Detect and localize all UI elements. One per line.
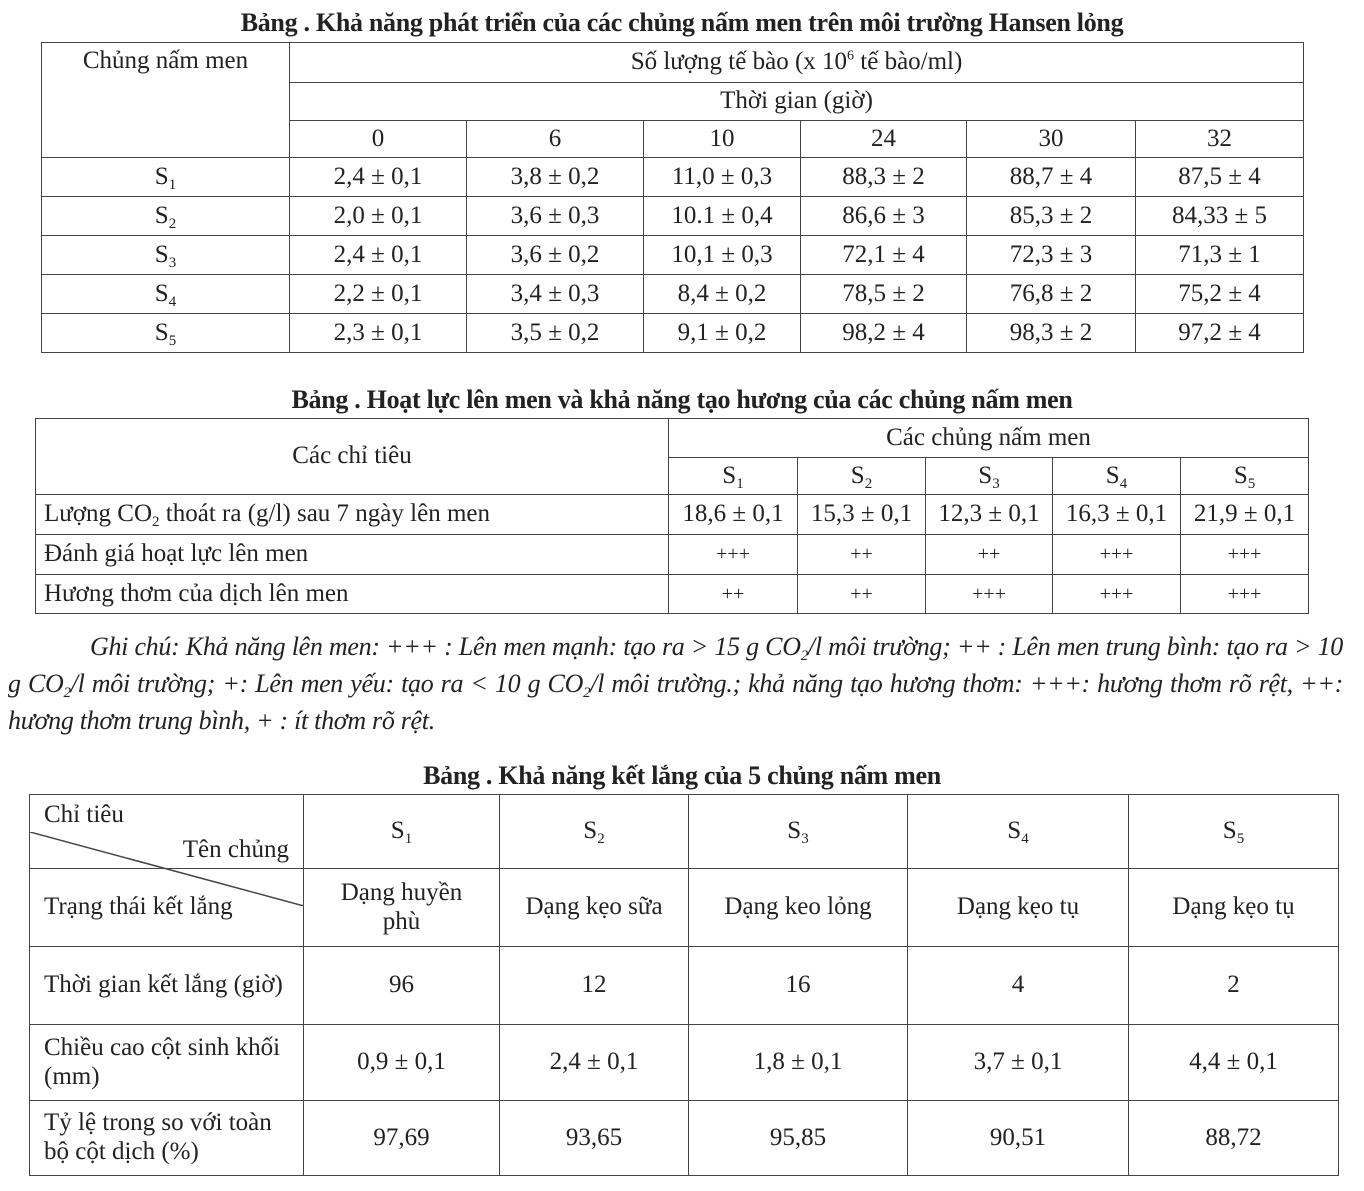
aroma-value: +++ xyxy=(926,575,1053,614)
table-row xyxy=(42,314,1304,353)
cell-count-value: 2,0 ± 0,1 xyxy=(290,197,467,236)
header-cell-count: Số lượng tế bào (x $10^6$ tế bào/ml) xyxy=(290,43,1304,83)
cell-count-value: 71,3 ± 1 xyxy=(1136,236,1304,275)
table-row xyxy=(42,236,1304,275)
sediment-value: 90,51 xyxy=(908,1101,1129,1176)
fermentation-table xyxy=(35,418,1309,614)
header-strain: Chủng nấm men xyxy=(42,43,290,158)
time-header: 24 xyxy=(801,121,967,158)
strain-label: $S_4$ xyxy=(42,275,290,314)
sediment-value: 4 xyxy=(908,947,1129,1025)
activity-value: +++ xyxy=(1181,535,1309,575)
sediment-value: 93,65 xyxy=(500,1101,689,1176)
sediment-value: 1,8 ± 0,1 xyxy=(689,1025,908,1101)
aroma-value: +++ xyxy=(1181,575,1309,614)
strain-header: $S_1$ xyxy=(304,795,500,869)
cell-count-value: 9,1 ± 0,2 xyxy=(644,314,801,353)
cell-count-value: 2,4 ± 0,1 xyxy=(290,158,467,197)
time-header: 30 xyxy=(967,121,1136,158)
cell-count-value: 2,4 ± 0,1 xyxy=(290,236,467,275)
strain-label: $S_5$ xyxy=(42,314,290,353)
aroma-value: ++ xyxy=(798,575,926,614)
sediment-value: Dạng kẹo tụ xyxy=(908,869,1129,947)
sediment-value: 4,4 ± 0,1 xyxy=(1129,1025,1339,1101)
table-row xyxy=(30,1101,1339,1176)
cell-count-value: 76,8 ± 2 xyxy=(967,275,1136,314)
time-header: 10 xyxy=(644,121,801,158)
row-label-activity: Đánh giá hoạt lực lên men xyxy=(36,535,669,575)
sediment-value: Dạng huyền phù xyxy=(304,869,500,947)
table-row xyxy=(42,197,1304,236)
header-criteria: Các chỉ tiêu xyxy=(36,419,669,495)
header-strains: Các chủng nấm men xyxy=(669,419,1309,458)
criteria-label: Thời gian kết lắng (giờ) xyxy=(30,947,304,1025)
cell-count-value: 10,1 ± 0,3 xyxy=(644,236,801,275)
table1-title: Bảng . Khả năng phát triển của các chủng nấm men trên môi trường Hansen lỏng xyxy=(240,8,1124,37)
row-label-co2: Lượng $CO_2$ thoát ra (g/l) sau 7 ngày lên men xyxy=(36,495,669,535)
sediment-value: 3,7 ± 0,1 xyxy=(908,1025,1129,1101)
cell-count-value: 8,4 ± 0,2 xyxy=(644,275,801,314)
cell-count-value: 3,4 ± 0,3 xyxy=(467,275,644,314)
corner-header xyxy=(30,795,304,869)
activity-value: ++ xyxy=(926,535,1053,575)
cell-count-value: 11,0 ± 0,3 xyxy=(644,158,801,197)
table2-note: Ghi chú: Khả năng lên men: +++ : Lên men mạnh: tạo ra > 15 g $CO_2/l$ môi trường; ++ : Lên men trung bình: tạo ra > 10 g $CO_2/l$ môi trường; +: Lên men yếu: tạo ra < 10 g $CO_2/l$ môi trường.; khả năng tạo hương thơm: +++: hương thơm rõ rệt, ++: hương thơm trung bình, + : ít thơm rõ rệt. xyxy=(8,632,1343,735)
sediment-value: 0,9 ± 0,1 xyxy=(304,1025,500,1101)
cell-count-value: 86,6 ± 3 xyxy=(801,197,967,236)
co2-value: 15,3 ± 0,1 xyxy=(798,495,926,535)
criteria-label: Trạng thái kết lắng xyxy=(30,869,304,947)
sediment-value: 2,4 ± 0,1 xyxy=(500,1025,689,1101)
sediment-value: 12 xyxy=(500,947,689,1025)
table3-title: Bảng . Khả năng kết lắng của 5 chủng nấm men xyxy=(423,761,941,790)
table-row xyxy=(30,947,1339,1025)
time-header: 0 xyxy=(290,121,467,158)
strain-header: $S_1$ xyxy=(669,458,798,495)
sediment-value: Dạng keo lỏng xyxy=(689,869,908,947)
strain-label: $S_1$ xyxy=(42,158,290,197)
co2-value: 12,3 ± 0,1 xyxy=(926,495,1053,535)
cell-count-value: 3,6 ± 0,2 xyxy=(467,236,644,275)
cell-count-value: 88,3 ± 2 xyxy=(801,158,967,197)
sediment-value: 16 xyxy=(689,947,908,1025)
row-label-aroma: Hương thơm của dịch lên men xyxy=(36,575,669,614)
cell-count-value: 85,3 ± 2 xyxy=(967,197,1136,236)
strain-header: $S_3$ xyxy=(689,795,908,869)
corner-top: Tên chủng xyxy=(182,835,289,863)
cell-count-value: 84,33 ± 5 xyxy=(1136,197,1304,236)
cell-count-value: 3,6 ± 0,3 xyxy=(467,197,644,236)
cell-count-value: 78,5 ± 2 xyxy=(801,275,967,314)
activity-value: +++ xyxy=(669,535,798,575)
cell-count-value: 97,2 ± 4 xyxy=(1136,314,1304,353)
sediment-value: 2 xyxy=(1129,947,1339,1025)
cell-count-value: 2,2 ± 0,1 xyxy=(290,275,467,314)
strain-header: $S_5$ xyxy=(1181,458,1309,495)
cell-count-value: 72,3 ± 3 xyxy=(967,236,1136,275)
co2-value: 21,9 ± 0,1 xyxy=(1181,495,1309,535)
cell-growth-table xyxy=(41,42,1304,353)
sediment-value: Dạng kẹo tụ xyxy=(1129,869,1339,947)
aroma-value: ++ xyxy=(669,575,798,614)
strain-label: $S_2$ xyxy=(42,197,290,236)
strain-header: $S_2$ xyxy=(798,458,926,495)
cell-count-value: 10.1 ± 0,4 xyxy=(644,197,801,236)
activity-value: ++ xyxy=(798,535,926,575)
criteria-label: Tỷ lệ trong so với toàn bộ cột dịch (%) xyxy=(30,1101,304,1176)
cell-count-value: 2,3 ± 0,1 xyxy=(290,314,467,353)
cell-count-value: 87,5 ± 4 xyxy=(1136,158,1304,197)
table-row xyxy=(42,275,1304,314)
sediment-value: 95,85 xyxy=(689,1101,908,1176)
table-row xyxy=(42,158,1304,197)
co2-value: 18,6 ± 0,1 xyxy=(669,495,798,535)
sediment-value: 96 xyxy=(304,947,500,1025)
strain-header: $S_3$ xyxy=(926,458,1053,495)
sediment-value: Dạng kẹo sữa xyxy=(500,869,689,947)
time-header: 32 xyxy=(1136,121,1304,158)
time-header: 6 xyxy=(467,121,644,158)
sediment-value: 97,69 xyxy=(304,1101,500,1176)
cell-count-value: 75,2 ± 4 xyxy=(1136,275,1304,314)
table2-title: Bảng . Hoạt lực lên men và khả năng tạo hương của các chủng nấm men xyxy=(291,385,1073,414)
table-row xyxy=(30,1025,1339,1101)
sediment-value: 88,72 xyxy=(1129,1101,1339,1176)
strain-header: $S_4$ xyxy=(1053,458,1181,495)
cell-count-value: 98,2 ± 4 xyxy=(801,314,967,353)
cell-count-value: 72,1 ± 4 xyxy=(801,236,967,275)
cell-count-value: 98,3 ± 2 xyxy=(967,314,1136,353)
cell-count-value: 88,7 ± 4 xyxy=(967,158,1136,197)
strain-label: $S_3$ xyxy=(42,236,290,275)
cell-count-value: 3,5 ± 0,2 xyxy=(467,314,644,353)
activity-value: +++ xyxy=(1053,535,1181,575)
criteria-label: Chiều cao cột sinh khối (mm) xyxy=(30,1025,304,1101)
corner-bottom: Chỉ tiêu xyxy=(44,800,124,828)
strain-header: $S_2$ xyxy=(500,795,689,869)
co2-value: 16,3 ± 0,1 xyxy=(1053,495,1181,535)
header-time: Thời gian (giờ) xyxy=(290,83,1304,121)
strain-header: $S_4$ xyxy=(908,795,1129,869)
cell-count-value: 3,8 ± 0,2 xyxy=(467,158,644,197)
sedimentation-table xyxy=(29,794,1339,1176)
strain-header: $S_5$ xyxy=(1129,795,1339,869)
aroma-value: +++ xyxy=(1053,575,1181,614)
